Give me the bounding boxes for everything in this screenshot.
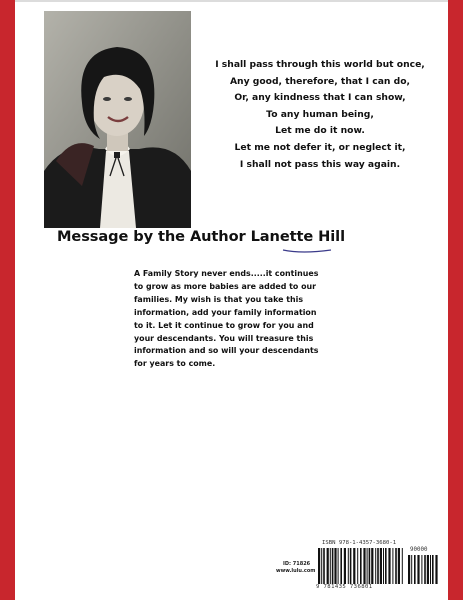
top-edge [15,0,448,2]
author-portrait-photo [44,11,191,228]
lulu-site-label: www.lulu.com [276,568,316,574]
message-line: information, add your family information [134,307,317,317]
message-line: to it. Let it continue to grow for you and [134,320,314,330]
message-line: your descendants. You will treasure this [134,333,314,343]
message-line: to grow as more babies are added to our [134,281,317,291]
price-barcode-icon [408,555,438,584]
poem-line: Let me do it now. [275,125,365,137]
red-border-right [448,0,463,600]
price-code: 90000 [410,547,428,553]
isbn-barcode-icon [318,548,404,584]
isbn-number: ISBN 978-1-4357-3680-1 [322,540,397,546]
poem-line: I shall not pass this way again. [239,158,401,170]
poem-line: To any human being, [266,108,374,120]
barcode-digits: 9 781435 736801 [316,584,373,590]
author-message [134,268,374,371]
poem-line: Any good, therefore, that I can do, [229,75,411,87]
author-heading: Message by the Author Lanette Hill [57,228,345,245]
red-border-left [0,0,15,600]
message-line: for years to come. [134,359,216,369]
message-line: A Family Story never ends.....it continues [134,269,319,278]
poem-block [196,57,444,173]
message-line: families. My wish is that you take this [134,294,304,304]
poem-line: I shall pass through this world but once, [215,59,425,70]
poem-line: Or, any kindness that I can show, [234,92,406,104]
message-line: information and so will your descendants [134,346,319,356]
poem-line: Let me not defer it, or neglect it, [234,141,406,153]
lulu-id-label: ID: 71826 [283,561,311,567]
handwritten-underline [282,248,332,254]
